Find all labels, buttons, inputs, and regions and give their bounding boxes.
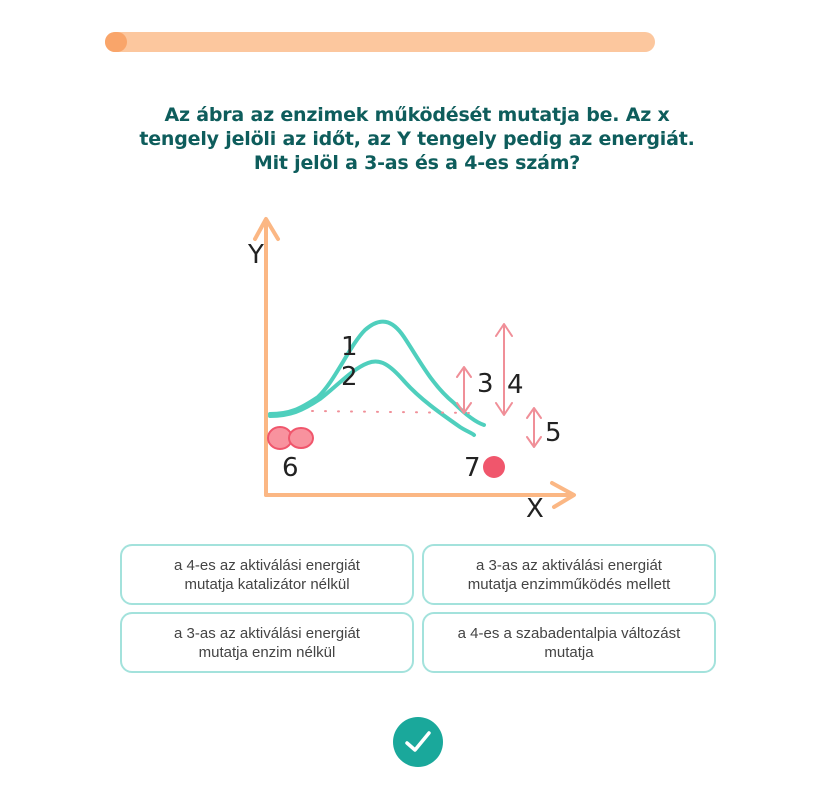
label-3: 3 — [477, 369, 494, 399]
label-2: 2 — [341, 362, 358, 392]
curve-2 — [270, 361, 474, 435]
check-icon — [404, 730, 432, 754]
label-7: 7 — [464, 453, 481, 483]
y-axis-label: Y — [248, 240, 264, 270]
label-6: 6 — [282, 453, 299, 483]
answer-grid — [120, 544, 716, 673]
dotted-level-line — [312, 411, 472, 413]
progress-fill — [105, 32, 127, 52]
answer-option-1[interactable]: a 4-es az aktiválási energiát mutatja katalizátor nélkül — [120, 544, 414, 605]
arrows — [457, 324, 541, 447]
curves — [270, 322, 484, 435]
arrow-3 — [457, 367, 471, 413]
arrow-5 — [527, 408, 541, 447]
product-dot — [483, 456, 505, 478]
answer-option-2[interactable]: a 3-as az aktiválási energiát mutatja enzimműködés mellett — [422, 544, 716, 605]
answer-option-3[interactable]: a 3-as az aktiválási energiát mutatja enzim nélkül — [120, 612, 414, 673]
progress-bar — [105, 32, 655, 52]
check-button[interactable] — [393, 717, 443, 767]
question-text: Az ábra az enzimek működését mutatja be. Az x tengely jelöli az időt, az Y tengely pedig az energiát. Mit jelöl a 3-as és a 4-es szám? — [139, 104, 695, 174]
substrate-dot-b — [289, 428, 313, 448]
answer-option-4[interactable]: a 4-es a szabadentalpia változást mutatja — [422, 612, 716, 673]
label-1: 1 — [341, 332, 358, 362]
label-5: 5 — [545, 418, 562, 448]
x-axis-label: X — [526, 494, 544, 524]
label-4: 4 — [507, 370, 524, 400]
enzyme-energy-diagram — [240, 205, 590, 525]
axes — [255, 219, 574, 507]
